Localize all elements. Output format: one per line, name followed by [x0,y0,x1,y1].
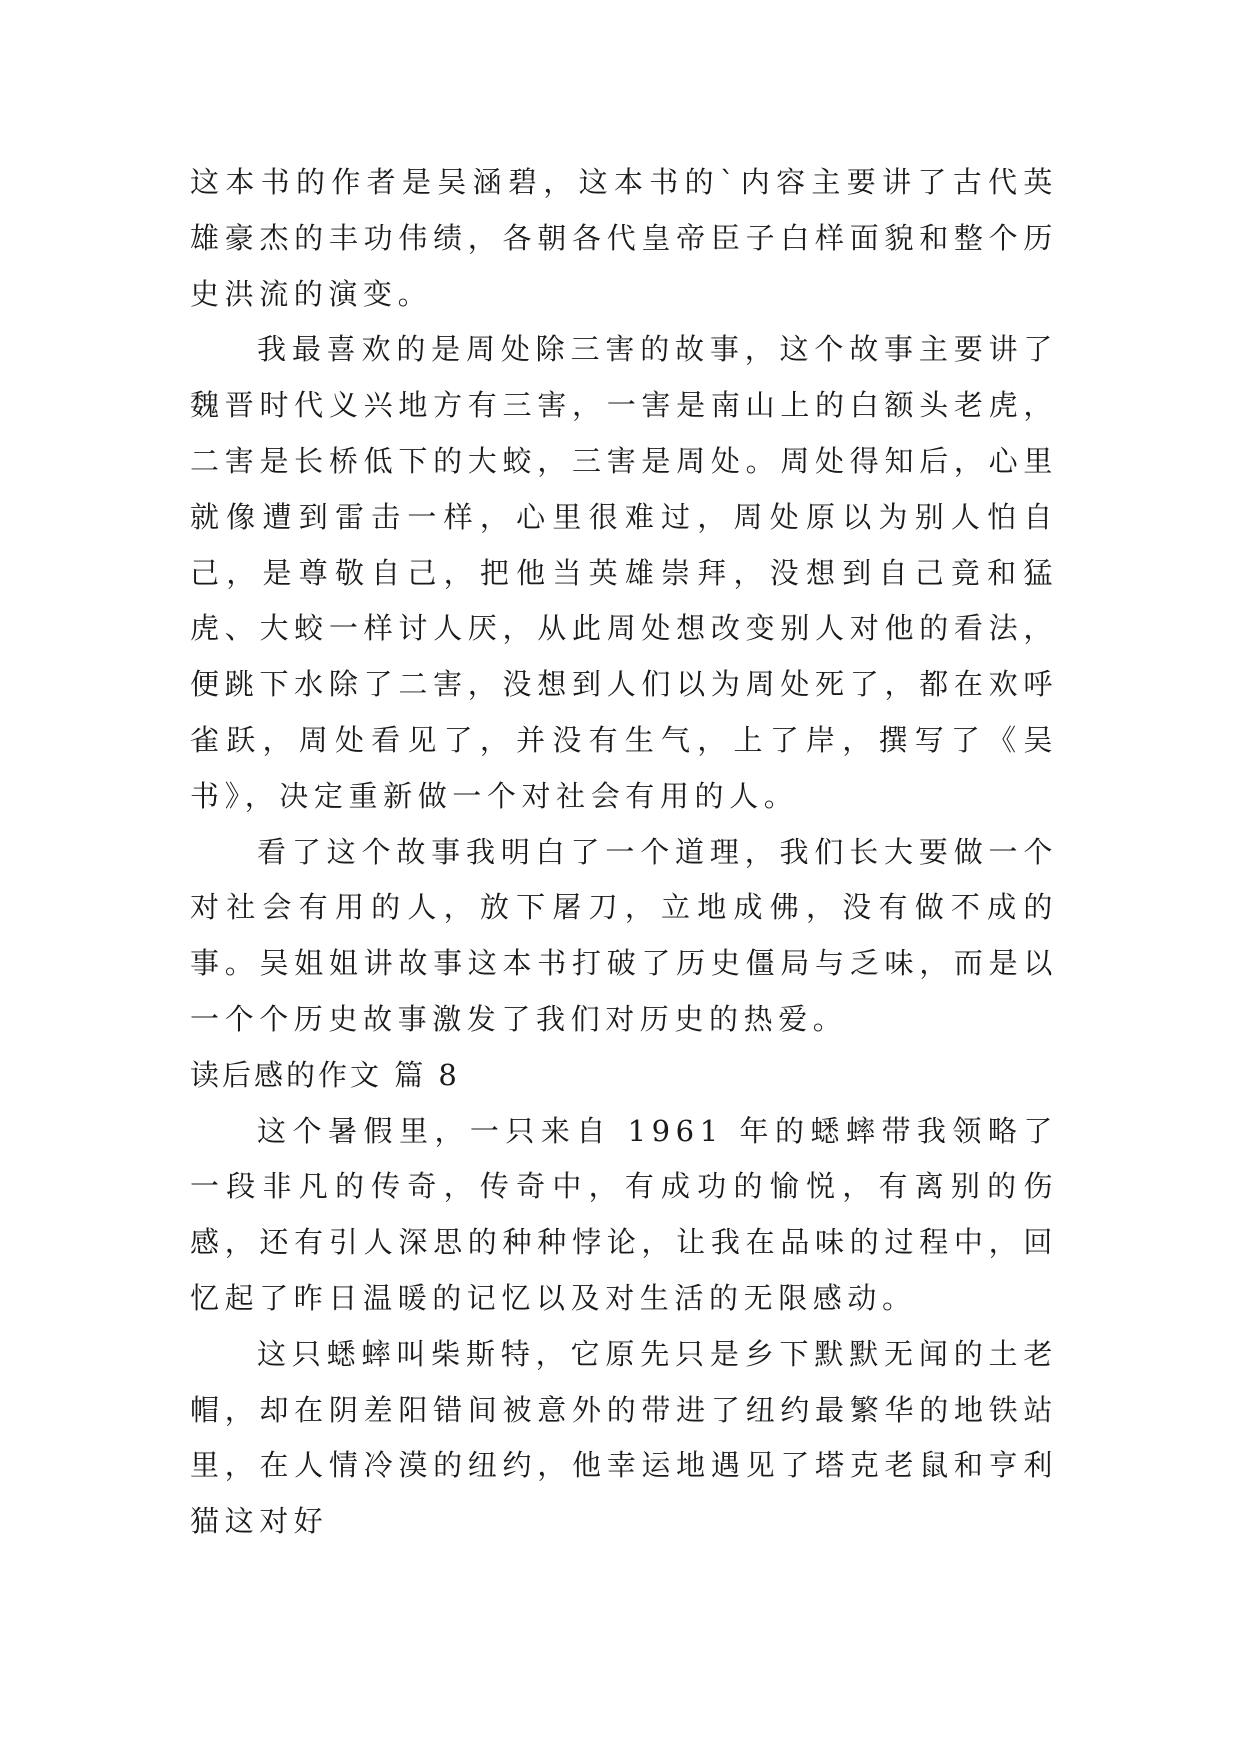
paragraph-book-intro: 这本书的作者是吴涵碧，这本书的`内容主要讲了古代英雄豪杰的丰功伟绩，各朝各代皇帝臣子白样面貌和整个历史洪流的演变。 [190,165,1058,311]
document-page [190,155,1058,1550]
paragraph-cricket-intro: 这个暑假里，一只来自 1961 年的蟋蟀带我领略了一段非凡的传奇，传奇中，有成功的愉悦，有离别的伤感，还有引人深思的种种悖论，让我在品味的过程中，回忆起了昨日温暖的记忆以及对生活的无限感动。 [190,1113,1058,1315]
paragraph-chester: 这只蟋蟀叫柴斯特，它原先只是乡下默默无闻的土老帽，却在阴差阳错间被意外的带进了纽约最繁华的地铁站里，在人情冷漠的纽约，他幸运地遇见了塔克老鼠和亨利猫这对好 [190,1336,1058,1539]
section-heading: 读后感的作文 篇 8 [190,1057,460,1092]
paragraph-lesson: 看了这个故事我明白了一个道理，我们长大要做一个对社会有用的人，放下屠刀，立地成佛，没有做不成的事。吴姐姐讲故事这本书打破了历史僵局与乏味，而是以一个个历史故事激发了我们对历史的热爱。 [190,834,1058,1036]
paragraph-zhou-chu-story: 我最喜欢的是周处除三害的故事，这个故事主要讲了魏晋时代义兴地方有三害，一害是南山上的白额头老虎，二害是长桥低下的大蛟，三害是周处。周处得知后，心里就像遭到雷击一样，心里很难过，周处原以为别人怕自己，是尊敬自己，把他当英雄崇拜，没想到自己竟和猛虎、大蛟一样讨人厌，从此周处想改变别人对他的看法，便跳下水除了二害，没想到人们以为周处死了，都在欢呼雀跃，周处看见了，并没有生气，上了岸，撰写了《吴书》，决定重新做一个对社会有用的人。 [190,332,1058,813]
